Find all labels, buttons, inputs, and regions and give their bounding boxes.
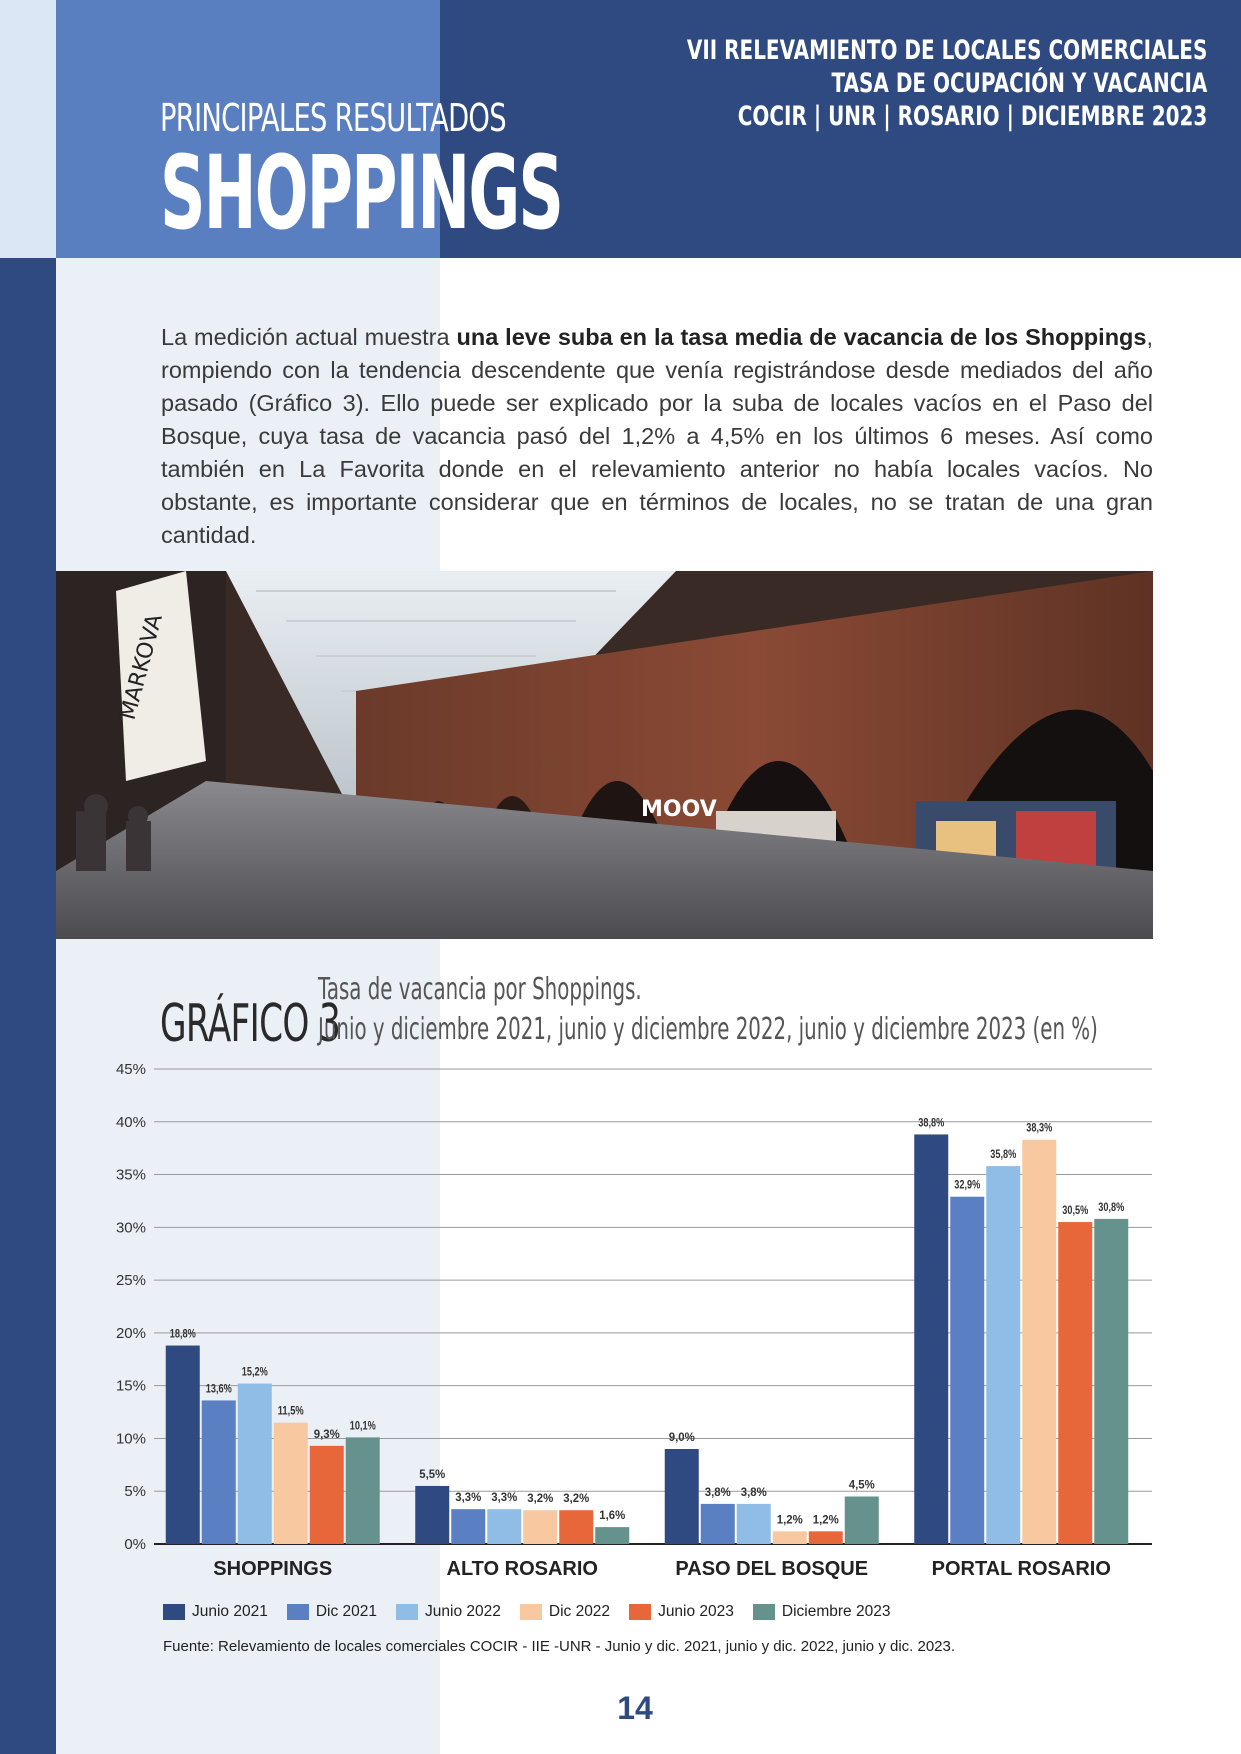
data-label: 1,2% [812,1512,840,1527]
chart-subtitle [318,970,1098,1050]
intro-start: La medición actual muestra [161,324,457,350]
intro-bold: una leve suba en la tasa media de vacancia de los Shoppings [456,324,1147,350]
data-label: 35,8% [990,1147,1017,1162]
data-label: 9,3% [313,1426,341,1441]
data-label: 1,2% [776,1512,804,1527]
report-info [504,34,1207,133]
category-label: ALTO ROSARIO [446,1558,598,1580]
data-label: 4,5% [848,1477,876,1492]
bar [1058,1222,1092,1544]
store-sign: MOOV [641,797,717,822]
data-label: 18,8% [169,1326,196,1341]
data-label: 3,2% [527,1491,554,1506]
data-label: 3,3% [491,1490,518,1505]
bar [559,1510,593,1544]
y-tick-label: 5% [124,1483,146,1501]
data-label: 11,5% [277,1403,304,1418]
intro-rest: , rompiendo con la tendencia descendente que venía registrándose desde mediados del año pasado (Gráfico 3). Ello puede ser explicado por la suba de locales vacíos en el Paso del Bosque, cuya tasa de vacancia pasó del 1,2% a 4,5% en los últimos 6 meses. Así como también en La Favorita donde en el relevamiento anterior no había locales vacíos. No obstante, es importante considerar que en términos de locales, no se tratan de una gran cantidad. [161,324,1154,548]
bar [487,1509,521,1544]
section-subtitle: PRINCIPALES RESULTADOS [160,96,506,140]
bar [1094,1219,1128,1544]
y-tick-label: 15% [115,1377,146,1395]
y-tick-label: 10% [115,1430,146,1448]
bar [737,1504,771,1544]
bar [274,1423,308,1544]
legend-label: Junio 2023 [658,1603,734,1620]
legend-item [396,1603,501,1621]
legend-item [629,1603,734,1621]
legend-swatch [396,1604,418,1620]
bar [523,1510,557,1544]
report-line-2: TASA DE OCUPACIÓN Y VACANCIA [831,68,1207,99]
data-label: 9,0% [668,1430,696,1444]
chart-legend [163,1603,909,1621]
bar [986,1166,1020,1544]
data-label: 1,6% [599,1508,626,1523]
data-label: 30,5% [1062,1203,1089,1218]
bar [665,1449,699,1544]
legend-label: Dic 2021 [315,1603,378,1620]
chart-subtitle-line1: Tasa de vacancia por Shoppings. [318,972,642,1007]
y-tick-label: 20% [115,1324,146,1342]
bar [346,1437,380,1544]
bar [773,1531,807,1544]
data-label: 38,3% [1026,1120,1053,1135]
bar [238,1384,272,1544]
legend-item [753,1603,891,1621]
legend-swatch [629,1604,651,1620]
source-note: Fuente: Relevamiento de locales comerciales COCIR - IIE -UNR - Junio y dic. 2021, junio y dic. 2022, junio y dic. 2023. [163,1638,956,1655]
data-label: 38,8% [918,1115,945,1130]
data-label: 3,8% [704,1484,732,1499]
y-tick-label: 40% [115,1113,146,1131]
page-number: 14 [617,1690,653,1726]
report-line-1: VII RELEVAMIENTO DE LOCALES COMERCIALES [686,35,1207,66]
category-label: PASO DEL BOSQUE [675,1558,869,1580]
left-strip-top [0,0,56,258]
data-label: 3,3% [455,1490,482,1505]
data-label: 32,9% [954,1177,981,1192]
bar [914,1134,948,1544]
bar [415,1486,449,1544]
bar [202,1400,236,1544]
data-label: 10,1% [349,1418,376,1433]
intro-paragraph [161,321,1153,552]
legend-label: Diciembre 2023 [781,1603,891,1620]
bar [310,1446,344,1544]
legend-item [287,1603,377,1621]
category-label: PORTAL ROSARIO [931,1558,1111,1580]
bar [166,1346,200,1544]
chart-subtitle-line2: Junio y diciembre 2021, junio y diciembre 2022, junio y diciembre 2023 (en %) [318,1012,1098,1047]
y-tick-label: 0% [124,1536,146,1553]
data-label: 30,8% [1098,1199,1125,1214]
bar [701,1504,735,1544]
data-label: 3,2% [563,1491,590,1506]
vacancy-bar-chart [100,1050,1160,1600]
legend-item [520,1603,610,1621]
bar [950,1197,984,1544]
legend-label: Junio 2021 [192,1603,268,1620]
y-tick-label: 25% [115,1272,146,1290]
legend-label: Junio 2022 [425,1603,501,1620]
legend-swatch [520,1604,542,1620]
legend-label: Dic 2022 [548,1603,611,1620]
legend-swatch [287,1604,309,1620]
bar [809,1531,843,1544]
bar [451,1509,485,1544]
report-line-3: COCIR | UNR | ROSARIO | DICIEMBRE 2023 [737,101,1207,132]
bar [845,1497,879,1545]
category-label: SHOPPINGS [213,1558,333,1580]
data-label: 15,2% [241,1364,268,1379]
y-tick-label: 30% [115,1219,146,1237]
section-heading: SHOPPINGS [160,134,563,253]
bar [595,1527,629,1544]
y-tick-label: 35% [115,1166,146,1184]
data-label: 13,6% [205,1381,232,1396]
legend-item [163,1603,268,1621]
data-label: 5,5% [419,1466,446,1481]
chart-label: GRÁFICO 3 [160,994,341,1054]
data-label: 3,8% [740,1484,768,1499]
shop-sign: MARKOVA [115,611,168,723]
y-tick-label: 45% [115,1061,146,1078]
mall-photo [56,571,1153,939]
legend-swatch [753,1604,775,1620]
legend-swatch [163,1604,185,1620]
left-strip [0,258,56,1754]
bar [1022,1140,1056,1544]
